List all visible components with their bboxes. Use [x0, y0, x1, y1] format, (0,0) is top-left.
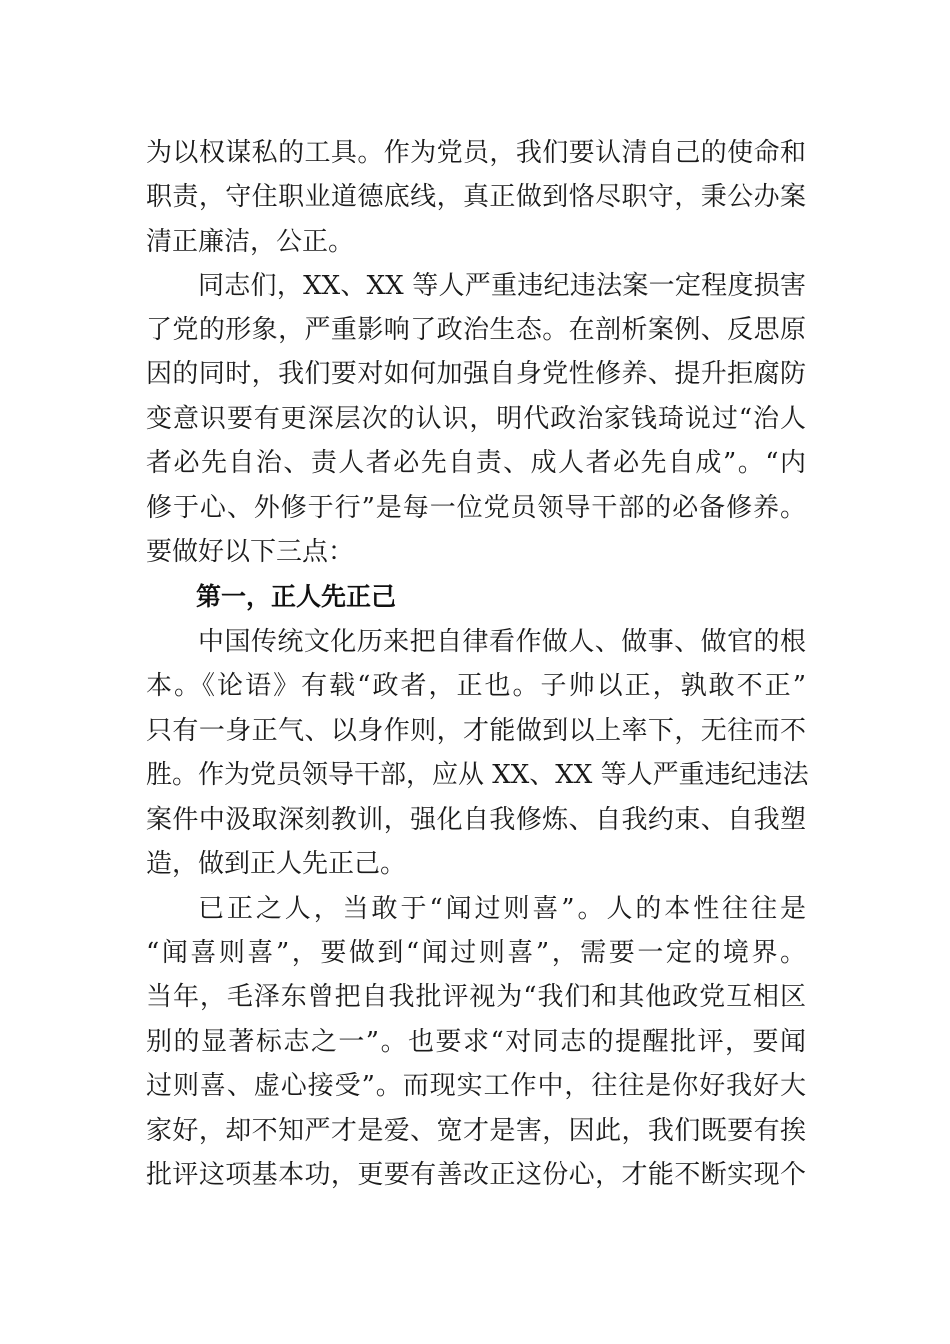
body-text-line: 因的同时，我们要对如何加强自身党性修养、提升拒腐防: [146, 359, 806, 389]
body-text-line: 为以权谋私的工具。作为党员，我们要认清自己的使命和: [146, 138, 806, 168]
body-text-line: 过则喜、虚心接受”。而现实工作中，往往是你好我好大: [146, 1071, 806, 1101]
body-text-line: 者必先自治、责人者必先自责、成人者必先自成”。“内: [146, 448, 806, 478]
body-text-line: 要做好以下三点：: [146, 537, 355, 567]
body-text-line: 职责，守住职业道德底线，真正做到恪尽职守，秉公办案: [146, 182, 806, 212]
section-heading: 第一，正人先正己: [196, 582, 397, 611]
body-text-line: 造，做到正人先正己。: [146, 849, 407, 879]
body-text-line: 清正廉洁，公正。: [146, 227, 355, 257]
body-text-line: 已正之人，当敢于“闻过则喜”。人的本性往往是: [198, 894, 806, 924]
body-text-line: 胜。作为党员领导干部，应从 XX、XX 等人严重违纪违法: [146, 760, 809, 790]
body-text-line: 修于心、外修于行”是每一位党员领导干部的必备修养。: [146, 493, 806, 523]
body-text-line: 当年，毛泽东曾把自我批评视为“我们和其他政党互相区: [146, 982, 806, 1012]
body-text-line: 别的显著标志之一”。也要求“对同志的提醒批评，要闻: [146, 1027, 806, 1057]
body-text-line: 中国传统文化历来把自律看作做人、做事、做官的根: [198, 627, 806, 657]
body-text-line: 了党的形象，严重影响了政治生态。在剖析案例、反思原: [146, 315, 806, 345]
body-text-line: 同志们，XX、XX 等人严重违纪违法案一定程度损害: [198, 271, 806, 301]
body-text-line: 变意识要有更深层次的认识，明代政治家钱琦说过“治人: [146, 404, 806, 434]
body-text-line: 批评这项基本功，更要有善改正这份心，才能不断实现个: [146, 1160, 806, 1190]
body-text-line: 案件中汲取深刻教训，强化自我修炼、自我约束、自我塑: [146, 805, 806, 835]
body-text-line: 家好，却不知严才是爱、宽才是害，因此，我们既要有挨: [146, 1116, 806, 1146]
body-text-line: 只有一身正气、以身作则，才能做到以上率下，无往而不: [146, 716, 806, 746]
body-text-line: 本。《论语》有载“政者，正也。子帅以正，孰敢不正”: [146, 671, 806, 701]
body-text-line: “闻喜则喜”，要做到“闻过则喜”，需要一定的境界。: [146, 938, 806, 968]
